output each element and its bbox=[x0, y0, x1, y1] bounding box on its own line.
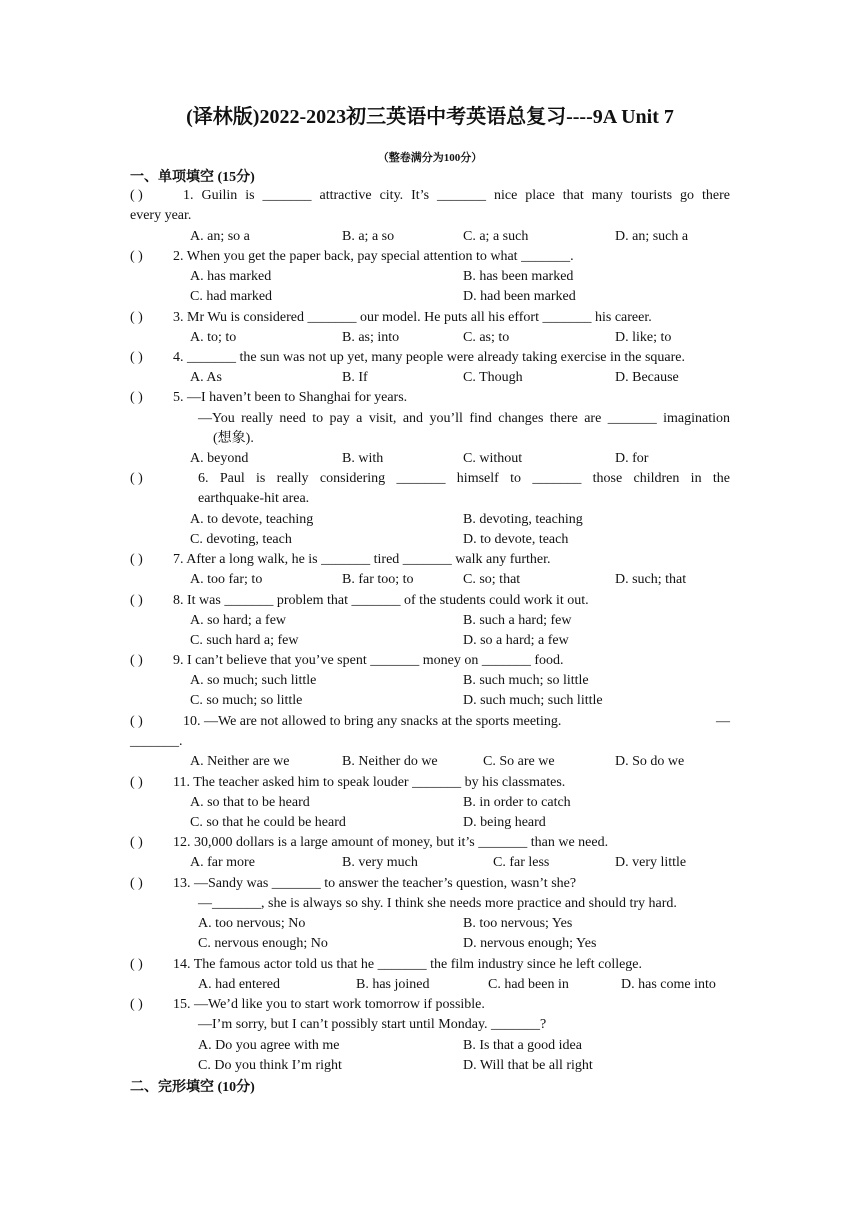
question-14-text: 14. The famous actor told us that he _______ the film industry since he left college. bbox=[173, 957, 643, 972]
question-13-text: 13. —Sandy was _______ to answer the teacher’s question, wasn’t she? bbox=[173, 876, 577, 891]
question-5-text: 5. —I haven’t been to Shanghai for years. bbox=[173, 390, 408, 405]
question-8-option-c: C. such hard a; few bbox=[190, 633, 299, 648]
question-13-reply: —_______, she is always so shy. I think she needs more practice and should try hard. bbox=[198, 896, 677, 911]
question-1-option-d: D. an; such a bbox=[615, 229, 689, 244]
question-11-option-c: C. so that he could be heard bbox=[190, 815, 346, 830]
question-3-option-c: C. as; to bbox=[463, 330, 510, 345]
question-10-option-c: C. So are we bbox=[483, 754, 555, 769]
answer-blank: ( ) bbox=[130, 714, 143, 729]
question-7-option-a: A. too far; to bbox=[190, 572, 263, 587]
question-10-option-d: D. So do we bbox=[615, 754, 685, 769]
answer-blank: ( ) bbox=[130, 188, 143, 203]
question-3-option-b: B. as; into bbox=[342, 330, 400, 345]
question-6-option-c: C. devoting, teach bbox=[190, 532, 292, 547]
question-9-text: 9. I can’t believe that you’ve spent _______ money on _______ food. bbox=[173, 653, 564, 668]
question-12-option-a: A. far more bbox=[190, 855, 255, 870]
question-15-option-c: C. Do you think I’m right bbox=[198, 1058, 342, 1073]
question-13-option-b: B. too nervous; Yes bbox=[463, 916, 573, 931]
question-14-option-d: D. has come into bbox=[621, 977, 716, 992]
question-13-option-c: C. nervous enough; No bbox=[198, 936, 328, 951]
answer-blank: ( ) bbox=[130, 997, 143, 1012]
question-4-option-b: B. If bbox=[342, 370, 368, 385]
question-11-option-d: D. being heard bbox=[463, 815, 546, 830]
question-10-text: 10. —We are not allowed to bring any snacks at the sports meeting. bbox=[183, 714, 562, 729]
question-9-option-c: C. so much; so little bbox=[190, 693, 303, 708]
question-15-option-a: A. Do you agree with me bbox=[198, 1038, 340, 1053]
question-12-option-c: C. far less bbox=[493, 855, 550, 870]
question-11-option-a: A. so that to be heard bbox=[190, 795, 310, 810]
question-11-text: 11. The teacher asked him to speak louder _______ by his classmates. bbox=[173, 775, 566, 790]
question-12-text: 12. 30,000 dollars is a large amount of money, but it’s _______ than we need. bbox=[173, 835, 609, 850]
question-8-option-b: B. such a hard; few bbox=[463, 613, 572, 628]
question-9-option-b: B. such much; so little bbox=[463, 673, 589, 688]
question-6-option-b: B. devoting, teaching bbox=[463, 512, 583, 527]
question-5-option-d: D. for bbox=[615, 451, 649, 466]
section-heading-1: 一、单项填空 (15分) bbox=[130, 170, 255, 185]
question-6-text-cont: earthquake-hit area. bbox=[198, 491, 310, 506]
section-heading-2: 二、完形填空 (10分) bbox=[130, 1080, 255, 1095]
question-11-option-b: B. in order to catch bbox=[463, 795, 571, 810]
question-4-option-a: A. As bbox=[190, 370, 222, 385]
question-8-option-a: A. so hard; a few bbox=[190, 613, 287, 628]
answer-blank: ( ) bbox=[130, 593, 143, 608]
question-15-option-b: B. Is that a good idea bbox=[463, 1038, 582, 1053]
question-5-option-a: A. beyond bbox=[190, 451, 249, 466]
question-13-option-a: A. too nervous; No bbox=[198, 916, 306, 931]
page-title: (译林版)2022-2023初三英语中考英语总复习----9A Unit 7 bbox=[186, 106, 674, 128]
question-6-option-d: D. to devote, teach bbox=[463, 532, 569, 547]
question-2-text: 2. When you get the paper back, pay special attention to what _______. bbox=[173, 249, 574, 264]
question-13-option-d: D. nervous enough; Yes bbox=[463, 936, 597, 951]
question-2-option-d: D. had been marked bbox=[463, 289, 576, 304]
question-7-option-c: C. so; that bbox=[463, 572, 521, 587]
answer-blank: ( ) bbox=[130, 249, 143, 264]
question-15-reply: —I’m sorry, but I can’t possibly start until Monday. _______? bbox=[198, 1017, 547, 1032]
question-9-option-a: A. so much; such little bbox=[190, 673, 317, 688]
question-2-option-c: C. had marked bbox=[190, 289, 273, 304]
question-6-text: 6. Paul is really considering _______ himself to _______ those children in the bbox=[198, 471, 730, 486]
question-2-option-a: A. has marked bbox=[190, 269, 272, 284]
question-3-text: 3. Mr Wu is considered _______ our model. He puts all his effort _______ his career. bbox=[173, 310, 652, 325]
question-14-option-a: A. had entered bbox=[198, 977, 281, 992]
answer-blank: ( ) bbox=[130, 775, 143, 790]
question-14-option-b: B. has joined bbox=[356, 977, 430, 992]
question-7-option-d: D. such; that bbox=[615, 572, 687, 587]
question-10-option-a: A. Neither are we bbox=[190, 754, 290, 769]
question-5-reply: —You really need to pay a visit, and you’ll find changes there are _______ imagination bbox=[198, 411, 730, 426]
question-6-option-a: A. to devote, teaching bbox=[190, 512, 314, 527]
answer-blank: ( ) bbox=[130, 957, 143, 972]
answer-blank: ( ) bbox=[130, 835, 143, 850]
question-12-option-b: B. very much bbox=[342, 855, 418, 870]
question-10-reply: _______. bbox=[130, 734, 183, 749]
question-14-option-c: C. had been in bbox=[488, 977, 569, 992]
answer-blank: ( ) bbox=[130, 350, 143, 365]
question-7-option-b: B. far too; to bbox=[342, 572, 414, 587]
question-1-option-c: C. a; a such bbox=[463, 229, 529, 244]
answer-blank: ( ) bbox=[130, 390, 143, 405]
question-4-text: 4. _______ the sun was not up yet, many people were already taking exercise in the square. bbox=[173, 350, 686, 365]
question-9-option-d: D. such much; such little bbox=[463, 693, 603, 708]
question-1-text: 1. Guilin is _______ attractive city. It’s _______ nice place that many tourists go there bbox=[183, 188, 730, 203]
question-5-option-c: C. without bbox=[463, 451, 523, 466]
question-15-text: 15. —We’d like you to start work tomorrow if possible. bbox=[173, 997, 485, 1012]
question-5-reply-cont: (想象). bbox=[213, 431, 254, 446]
question-10-option-b: B. Neither do we bbox=[342, 754, 438, 769]
question-10-dash: — bbox=[716, 714, 730, 729]
question-3-option-a: A. to; to bbox=[190, 330, 237, 345]
answer-blank: ( ) bbox=[130, 876, 143, 891]
question-4-option-d: D. Because bbox=[615, 370, 679, 385]
question-8-text: 8. It was _______ problem that _______ of the students could work it out. bbox=[173, 593, 589, 608]
answer-blank: ( ) bbox=[130, 552, 143, 567]
question-15-option-d: D. Will that be all right bbox=[463, 1058, 593, 1073]
answer-blank: ( ) bbox=[130, 653, 143, 668]
question-2-option-b: B. has been marked bbox=[463, 269, 574, 284]
question-1-text-cont: every year. bbox=[130, 208, 192, 223]
question-1-option-a: A. an; so a bbox=[190, 229, 250, 244]
answer-blank: ( ) bbox=[130, 471, 143, 486]
question-5-option-b: B. with bbox=[342, 451, 384, 466]
question-12-option-d: D. very little bbox=[615, 855, 687, 870]
page-subtitle: （整卷满分为100分） bbox=[377, 152, 483, 164]
question-3-option-d: D. like; to bbox=[615, 330, 672, 345]
question-4-option-c: C. Though bbox=[463, 370, 523, 385]
question-1-option-b: B. a; a so bbox=[342, 229, 395, 244]
question-7-text: 7. After a long walk, he is _______ tired _______ walk any further. bbox=[173, 552, 551, 567]
answer-blank: ( ) bbox=[130, 310, 143, 325]
question-8-option-d: D. so a hard; a few bbox=[463, 633, 569, 648]
